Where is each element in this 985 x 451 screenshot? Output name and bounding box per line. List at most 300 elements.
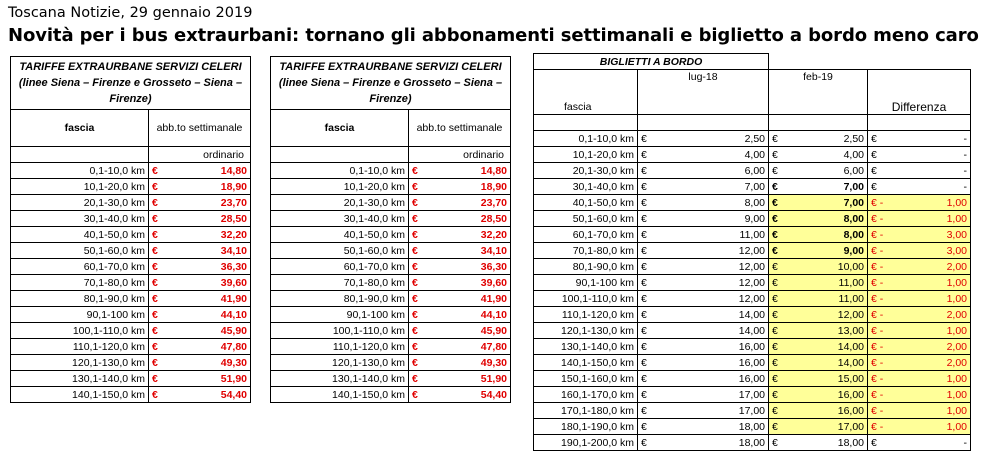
currency-cell: €	[638, 387, 668, 403]
biglietti-body	[534, 54, 971, 451]
currency-cell: €	[638, 275, 668, 291]
fascia-cell: 140,1-150,0 km	[11, 387, 149, 403]
currency-cell: €	[638, 403, 668, 419]
currency-cell: €	[769, 195, 799, 211]
fascia-cell: 10,1-20,0 km	[11, 179, 149, 195]
fascia-cell: 80,1-90,0 km	[11, 291, 149, 307]
spacer-row	[534, 115, 971, 131]
price-cell: 32,20	[429, 227, 511, 243]
differenza-cell: 2,00	[898, 307, 971, 323]
currency-cell: €	[149, 195, 169, 211]
currency-cell: €	[868, 131, 898, 147]
abb-table-2-body	[271, 57, 511, 403]
currency-cell: €	[868, 179, 898, 195]
table-row	[271, 387, 511, 403]
price-cell: 54,40	[169, 387, 251, 403]
price-cell: 54,40	[429, 387, 511, 403]
currency-cell: €	[769, 211, 799, 227]
differenza-cell: -	[898, 147, 971, 163]
table-row	[534, 195, 971, 211]
currency-cell: €	[868, 163, 898, 179]
currency-cell: €	[638, 179, 668, 195]
differenza-cell: 1,00	[898, 195, 971, 211]
currency-cell: €	[769, 307, 799, 323]
currency-cell: €	[149, 275, 169, 291]
currency-cell: €	[769, 387, 799, 403]
currency-cell: €	[409, 211, 429, 227]
headline: Novità per i bus extraurbani: tornano gli abbonamenti settimanali e biglietto a bordo meno caro	[8, 25, 979, 46]
feb19-cell: 12,00	[799, 307, 868, 323]
currency-cell: €	[149, 339, 169, 355]
currency-cell: €	[638, 131, 668, 147]
currency-cell: €	[409, 195, 429, 211]
table-row	[534, 275, 971, 291]
currency-cell: € -	[868, 259, 898, 275]
table-row	[11, 227, 251, 243]
table-row	[271, 259, 511, 275]
table-row	[534, 307, 971, 323]
lug18-cell: 17,00	[668, 403, 769, 419]
differenza-cell: 2,00	[898, 355, 971, 371]
currency-cell: € -	[868, 275, 898, 291]
currency-cell: €	[769, 227, 799, 243]
table-row	[271, 323, 511, 339]
fascia-cell: 70,1-80,0 km	[11, 275, 149, 291]
table-row	[11, 339, 251, 355]
fascia-cell: 30,1-40,0 km	[534, 179, 638, 195]
fascia-cell: 110,1-120,0 km	[271, 339, 409, 355]
lug18-cell: 4,00	[668, 147, 769, 163]
fascia-cell: 0,1-10,0 km	[534, 131, 638, 147]
currency-cell: €	[638, 147, 668, 163]
fascia-cell: 150,1-160,0 km	[534, 371, 638, 387]
currency-cell: €	[769, 275, 799, 291]
table-row	[271, 355, 511, 371]
table-row	[271, 275, 511, 291]
price-cell: 18,90	[429, 179, 511, 195]
currency-cell: €	[769, 435, 799, 451]
currency-cell: €	[149, 387, 169, 403]
lug18-cell: 16,00	[668, 371, 769, 387]
lug18-cell: 12,00	[668, 291, 769, 307]
table-row	[534, 131, 971, 147]
currency-cell: €	[409, 355, 429, 371]
table-row	[271, 179, 511, 195]
table-row	[534, 371, 971, 387]
currency-cell: € -	[868, 419, 898, 435]
currency-cell: €	[149, 259, 169, 275]
subheader-row	[271, 147, 511, 163]
fascia-cell: 70,1-80,0 km	[271, 275, 409, 291]
fascia-cell: 90,1-100 km	[11, 307, 149, 323]
differenza-cell: 2,00	[898, 339, 971, 355]
fascia-cell: 30,1-40,0 km	[271, 211, 409, 227]
currency-cell: € -	[868, 355, 898, 371]
currency-cell: €	[769, 179, 799, 195]
lug18-cell: 14,00	[668, 307, 769, 323]
currency-cell: €	[769, 355, 799, 371]
currency-cell: €	[149, 243, 169, 259]
empty-cell	[868, 115, 971, 131]
fascia-cell: 20,1-30,0 km	[271, 195, 409, 211]
price-cell: 18,90	[169, 179, 251, 195]
price-cell: 51,90	[169, 371, 251, 387]
currency-cell: €	[638, 163, 668, 179]
fascia-cell: 10,1-20,0 km	[271, 179, 409, 195]
fascia-cell: 120,1-130,0 km	[534, 323, 638, 339]
fascia-cell: 0,1-10,0 km	[11, 163, 149, 179]
table-row	[271, 227, 511, 243]
currency-cell: €	[409, 243, 429, 259]
fascia-cell: 170,1-180,0 km	[534, 403, 638, 419]
price-cell: 49,30	[169, 355, 251, 371]
lug18-cell: 8,00	[668, 195, 769, 211]
currency-cell: € -	[868, 195, 898, 211]
empty-cell	[769, 54, 971, 70]
price-cell: 39,60	[429, 275, 511, 291]
currency-cell: €	[149, 227, 169, 243]
currency-cell: €	[769, 323, 799, 339]
differenza-cell: 3,00	[898, 243, 971, 259]
price-cell: 28,50	[169, 211, 251, 227]
table-row	[271, 307, 511, 323]
table-row	[11, 323, 251, 339]
lug18-cell: 16,00	[668, 355, 769, 371]
header-row	[534, 70, 971, 115]
lug18-cell: 7,00	[668, 179, 769, 195]
differenza-cell: 1,00	[898, 387, 971, 403]
currency-cell: €	[769, 403, 799, 419]
table-row	[534, 163, 971, 179]
differenza-cell: -	[898, 179, 971, 195]
lug18-cell: 2,50	[668, 131, 769, 147]
fascia-cell: 60,1-70,0 km	[11, 259, 149, 275]
table-row	[11, 195, 251, 211]
fascia-cell: 130,1-140,0 km	[11, 371, 149, 387]
currency-cell: € -	[868, 243, 898, 259]
col-differenza-header: Differenza	[868, 70, 971, 115]
currency-cell: €	[149, 371, 169, 387]
feb19-cell: 11,00	[799, 291, 868, 307]
currency-cell: €	[638, 371, 668, 387]
feb19-cell: 16,00	[799, 403, 868, 419]
price-cell: 32,20	[169, 227, 251, 243]
currency-cell: €	[769, 419, 799, 435]
fascia-cell: 160,1-170,0 km	[534, 387, 638, 403]
fascia-cell: 60,1-70,0 km	[271, 259, 409, 275]
fascia-cell: 50,1-60,0 km	[534, 211, 638, 227]
fascia-cell: 140,1-150,0 km	[534, 355, 638, 371]
table-row	[534, 259, 971, 275]
fascia-cell: 40,1-50,0 km	[271, 227, 409, 243]
fascia-cell: 130,1-140,0 km	[271, 371, 409, 387]
differenza-cell: -	[898, 131, 971, 147]
differenza-cell: 1,00	[898, 323, 971, 339]
table-row	[11, 387, 251, 403]
currency-cell: € -	[868, 387, 898, 403]
lug18-cell: 11,00	[668, 227, 769, 243]
feb19-cell: 6,00	[799, 163, 868, 179]
fascia-cell: 50,1-60,0 km	[271, 243, 409, 259]
fascia-cell: 50,1-60,0 km	[11, 243, 149, 259]
fascia-cell: 40,1-50,0 km	[11, 227, 149, 243]
table-row	[534, 179, 971, 195]
currency-cell: €	[638, 291, 668, 307]
fascia-header: fascia	[271, 110, 409, 147]
currency-cell: €	[638, 419, 668, 435]
currency-cell: €	[409, 275, 429, 291]
fascia-header: fascia	[11, 110, 149, 147]
currency-cell: € -	[868, 323, 898, 339]
table-row	[271, 211, 511, 227]
currency-cell: €	[149, 355, 169, 371]
feb19-cell: 7,00	[799, 195, 868, 211]
fascia-cell: 100,1-110,0 km	[11, 323, 149, 339]
fascia-cell: 140,1-150,0 km	[271, 387, 409, 403]
lug18-cell: 12,00	[668, 259, 769, 275]
feb19-cell: 18,00	[799, 435, 868, 451]
currency-cell: € -	[868, 403, 898, 419]
price-cell: 51,90	[429, 371, 511, 387]
feb19-cell: 17,00	[799, 419, 868, 435]
lug18-cell: 9,00	[668, 211, 769, 227]
differenza-cell: 2,00	[898, 259, 971, 275]
fascia-cell: 130,1-140,0 km	[534, 339, 638, 355]
abb-table-2	[270, 56, 511, 403]
currency-cell: €	[149, 211, 169, 227]
currency-cell: €	[769, 131, 799, 147]
currency-cell: €	[638, 355, 668, 371]
differenza-cell: 1,00	[898, 403, 971, 419]
currency-cell: €	[409, 291, 429, 307]
table-row	[11, 259, 251, 275]
currency-cell: €	[638, 435, 668, 451]
subheader-row	[11, 147, 251, 163]
table-row	[11, 243, 251, 259]
currency-cell: €	[769, 371, 799, 387]
feb19-cell: 15,00	[799, 371, 868, 387]
currency-cell: € -	[868, 339, 898, 355]
currency-cell: € -	[868, 371, 898, 387]
table-row	[271, 163, 511, 179]
currency-cell: €	[769, 259, 799, 275]
differenza-cell: 1,00	[898, 371, 971, 387]
currency-cell: €	[409, 227, 429, 243]
feb19-cell: 14,00	[799, 339, 868, 355]
table-row	[534, 355, 971, 371]
lug18-cell: 18,00	[668, 419, 769, 435]
table-row	[534, 147, 971, 163]
currency-cell: €	[409, 163, 429, 179]
table-title: TARIFFE EXTRAURBANE SERVIZI CELERI (linee Siena – Firenze e Grosseto – Siena – Firenze)	[271, 57, 511, 110]
fascia-cell: 20,1-30,0 km	[534, 163, 638, 179]
table-row	[271, 243, 511, 259]
price-cell: 23,70	[169, 195, 251, 211]
differenza-cell: -	[898, 163, 971, 179]
price-cell: 34,10	[169, 243, 251, 259]
empty-cell	[534, 115, 638, 131]
lug18-cell: 17,00	[668, 387, 769, 403]
fascia-header: fascia	[534, 70, 638, 115]
currency-cell: € -	[868, 227, 898, 243]
fascia-cell: 80,1-90,0 km	[534, 259, 638, 275]
currency-cell: €	[149, 307, 169, 323]
table-row	[534, 291, 971, 307]
feb19-cell: 14,00	[799, 355, 868, 371]
currency-cell: € -	[868, 291, 898, 307]
fascia-cell: 70,1-80,0 km	[534, 243, 638, 259]
fascia-cell: 100,1-110,0 km	[271, 323, 409, 339]
biglietti-title: BIGLIETTI A BORDO	[534, 54, 769, 70]
currency-cell: €	[638, 307, 668, 323]
abb-header: abb.to settimanale	[149, 110, 251, 147]
currency-cell: € -	[868, 307, 898, 323]
feb19-cell: 2,50	[799, 131, 868, 147]
price-cell: 41,90	[429, 291, 511, 307]
price-cell: 14,80	[169, 163, 251, 179]
table-row	[11, 371, 251, 387]
lug18-cell: 14,00	[668, 323, 769, 339]
empty-cell	[769, 115, 868, 131]
price-cell: 28,50	[429, 211, 511, 227]
table-row	[534, 339, 971, 355]
currency-cell: €	[638, 323, 668, 339]
table-title: TARIFFE EXTRAURBANE SERVIZI CELERI (linee Siena – Firenze e Grosseto – Siena – Firenze)	[11, 57, 251, 110]
table-row	[11, 355, 251, 371]
differenza-cell: 3,00	[898, 227, 971, 243]
fascia-cell: 90,1-100 km	[271, 307, 409, 323]
differenza-cell: 1,00	[898, 419, 971, 435]
table-row	[11, 275, 251, 291]
table-row	[11, 163, 251, 179]
currency-cell: €	[868, 147, 898, 163]
currency-cell: €	[868, 435, 898, 451]
ordinario-label: ordinario	[149, 147, 251, 163]
currency-cell: €	[769, 147, 799, 163]
abb-table-1	[10, 56, 251, 403]
feb19-cell: 7,00	[799, 179, 868, 195]
empty-cell	[271, 147, 409, 163]
currency-cell: €	[149, 163, 169, 179]
fascia-cell: 120,1-130,0 km	[11, 355, 149, 371]
title-row	[271, 57, 511, 110]
table-row	[11, 211, 251, 227]
biglietti-table	[533, 53, 971, 451]
table-row	[534, 243, 971, 259]
currency-cell: €	[638, 339, 668, 355]
fascia-cell: 40,1-50,0 km	[534, 195, 638, 211]
feb19-cell: 8,00	[799, 227, 868, 243]
differenza-cell: 1,00	[898, 211, 971, 227]
price-cell: 36,30	[169, 259, 251, 275]
feb19-cell: 13,00	[799, 323, 868, 339]
differenza-cell: -	[898, 435, 971, 451]
table-row	[271, 371, 511, 387]
table-row	[534, 227, 971, 243]
currency-cell: €	[409, 387, 429, 403]
empty-cell	[11, 147, 149, 163]
lug18-cell: 18,00	[668, 435, 769, 451]
price-cell: 49,30	[429, 355, 511, 371]
currency-cell: €	[769, 163, 799, 179]
table-row	[11, 291, 251, 307]
fascia-cell: 110,1-120,0 km	[534, 307, 638, 323]
fascia-cell: 190,1-200,0 km	[534, 435, 638, 451]
currency-cell: €	[638, 243, 668, 259]
fascia-cell: 30,1-40,0 km	[11, 211, 149, 227]
price-cell: 23,70	[429, 195, 511, 211]
table-row	[534, 211, 971, 227]
abb-header: abb.to settimanale	[409, 110, 511, 147]
abb-table-1-body	[11, 57, 251, 403]
currency-cell: €	[638, 227, 668, 243]
price-cell: 34,10	[429, 243, 511, 259]
table-row	[271, 195, 511, 211]
price-cell: 14,80	[429, 163, 511, 179]
fascia-cell: 60,1-70,0 km	[534, 227, 638, 243]
currency-cell: €	[409, 307, 429, 323]
differenza-cell: 1,00	[898, 275, 971, 291]
col-feb19-header: feb-19	[769, 70, 868, 115]
currency-cell: €	[149, 291, 169, 307]
table-row	[271, 291, 511, 307]
price-cell: 47,80	[169, 339, 251, 355]
fascia-cell: 20,1-30,0 km	[11, 195, 149, 211]
table-row	[534, 387, 971, 403]
title-row	[534, 54, 971, 70]
lug18-cell: 12,00	[668, 275, 769, 291]
currency-cell: €	[409, 179, 429, 195]
fascia-cell: 80,1-90,0 km	[271, 291, 409, 307]
feb19-cell: 8,00	[799, 211, 868, 227]
source-line: Toscana Notizie, 29 gennaio 2019	[8, 5, 253, 21]
price-cell: 45,90	[429, 323, 511, 339]
price-cell: 44,10	[169, 307, 251, 323]
fascia-cell: 90,1-100 km	[534, 275, 638, 291]
table-row	[534, 419, 971, 435]
currency-cell: €	[769, 339, 799, 355]
table-row	[11, 307, 251, 323]
fascia-cell: 100,1-110,0 km	[534, 291, 638, 307]
title-row	[11, 57, 251, 110]
lug18-cell: 12,00	[668, 243, 769, 259]
currency-cell: €	[409, 259, 429, 275]
currency-cell: €	[638, 195, 668, 211]
fascia-cell: 10,1-20,0 km	[534, 147, 638, 163]
currency-cell: €	[149, 323, 169, 339]
fascia-cell: 0,1-10,0 km	[271, 163, 409, 179]
table-row	[271, 339, 511, 355]
fascia-cell: 110,1-120,0 km	[11, 339, 149, 355]
lug18-cell: 6,00	[668, 163, 769, 179]
feb19-cell: 10,00	[799, 259, 868, 275]
price-cell: 47,80	[429, 339, 511, 355]
price-cell: 36,30	[429, 259, 511, 275]
lug18-cell: 16,00	[668, 339, 769, 355]
col-lug18-header: lug-18	[638, 70, 769, 115]
ordinario-label: ordinario	[409, 147, 511, 163]
currency-cell: €	[638, 259, 668, 275]
currency-cell: €	[638, 211, 668, 227]
fascia-cell: 180,1-190,0 km	[534, 419, 638, 435]
price-cell: 44,10	[429, 307, 511, 323]
feb19-cell: 9,00	[799, 243, 868, 259]
feb19-cell: 11,00	[799, 275, 868, 291]
currency-cell: €	[149, 179, 169, 195]
currency-cell: €	[769, 291, 799, 307]
table-row	[534, 403, 971, 419]
empty-cell	[638, 115, 769, 131]
